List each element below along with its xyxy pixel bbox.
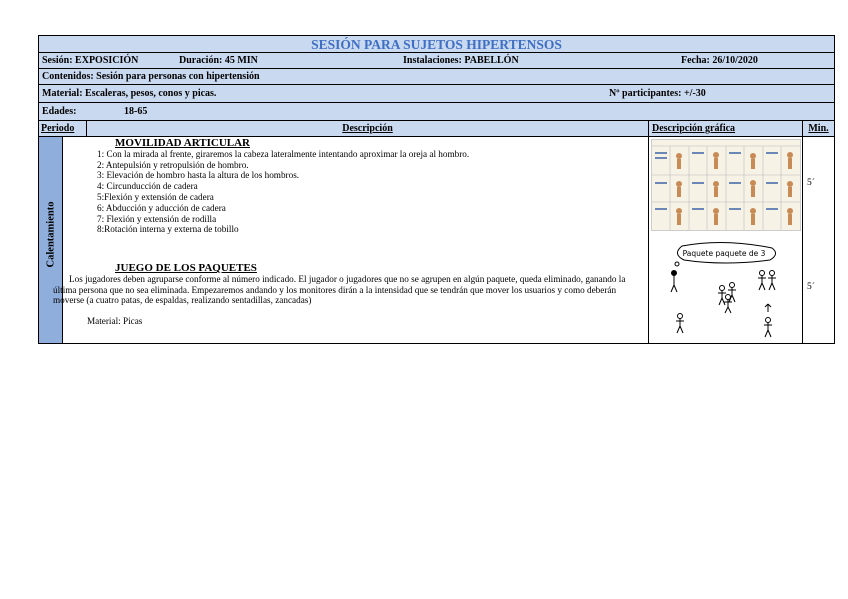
header-minutes: Min.	[808, 123, 829, 134]
description-cell	[53, 137, 649, 343]
info-row-ages	[39, 103, 834, 121]
list-item: 3: Elevación de hombro hasta la altura de los hombros.	[97, 170, 300, 181]
mobility-block	[77, 138, 637, 235]
table-header	[39, 121, 834, 137]
list-item: 6: Abducción y aducción de cadera	[97, 202, 226, 213]
list-item: 1: Con la mirada al frente, giraremos la cabeza lateralmente intentando aproximar la oreja al hombro.	[97, 148, 470, 159]
period-cell	[39, 137, 63, 343]
mobility-minutes: 5´	[807, 178, 815, 188]
header-graphic: Descripción gráfica	[649, 121, 803, 137]
packages-material: Material: Picas	[87, 316, 143, 327]
list-item: 2: Antepulsión y retropulsión de hombro.	[97, 159, 249, 170]
list-item: 5:Flexión y extensión de cadera	[97, 191, 214, 202]
sheet-title: SESIÓN PARA SUJETOS HIPERTENSOS	[39, 36, 834, 53]
bubble-text: Paquete paquete de 3	[682, 249, 766, 258]
header-period: Periodo	[39, 121, 87, 137]
participants-field: Nº participantes: +/-30	[609, 88, 706, 99]
stick-figures-icon	[662, 240, 788, 341]
list-item: 8:Rotación interna y externa de tobillo	[97, 224, 239, 235]
mobility-exercises-image	[651, 139, 801, 231]
ages-value: 18-65	[124, 106, 148, 117]
packages-title: JUEGO DE LOS PAQUETES	[115, 262, 257, 274]
material-field: Material: Escaleras, pesos, conos y picas.	[42, 88, 217, 99]
packages-minutes: 5´	[807, 282, 815, 292]
packages-text: Los jugadores deben agruparse conforme al número indicado. El jugador o jugadores que no se agrupen en algún paquete, queda eliminado, ganando la última persona que no sea eliminada. Empezaremos andando y los monitores dirán a la intensidad que se tendrán que mover los usuarios y como deberán moverse (a cuatro patas, de espaldas, realizando sentadillas, zancadas)	[53, 273, 626, 306]
info-row-material	[39, 85, 834, 103]
duration-field: Duración: 45 MIN	[179, 55, 258, 66]
exercise-grid-icon	[652, 140, 800, 230]
period-label: Calentamiento	[45, 201, 57, 268]
mobility-list	[97, 149, 637, 235]
packages-game-image	[662, 240, 788, 341]
info-row-contents	[39, 69, 834, 85]
date-field: Fecha: 26/10/2020	[681, 55, 758, 66]
list-item: 4: Circunducción de cadera	[97, 181, 198, 192]
session-field: Sesión: EXPOSICIÓN	[42, 55, 139, 66]
session-sheet	[38, 35, 835, 344]
facilities-field: Instalaciones: PABELLÓN	[403, 55, 519, 66]
minutes-cell	[803, 137, 834, 343]
header-description: Descripción	[87, 121, 649, 137]
contents-field: Contenidos: Sesión para personas con hipertensión	[42, 71, 260, 82]
list-item: 7: Flexión y extensión de rodilla	[97, 213, 217, 224]
graphic-cell	[649, 137, 803, 343]
info-row-session	[39, 53, 834, 69]
ages-label: Edades:	[42, 106, 77, 117]
packages-block	[53, 262, 637, 327]
mobility-title: MOVILIDAD ARTICULAR	[115, 137, 250, 149]
table-row	[39, 137, 834, 343]
